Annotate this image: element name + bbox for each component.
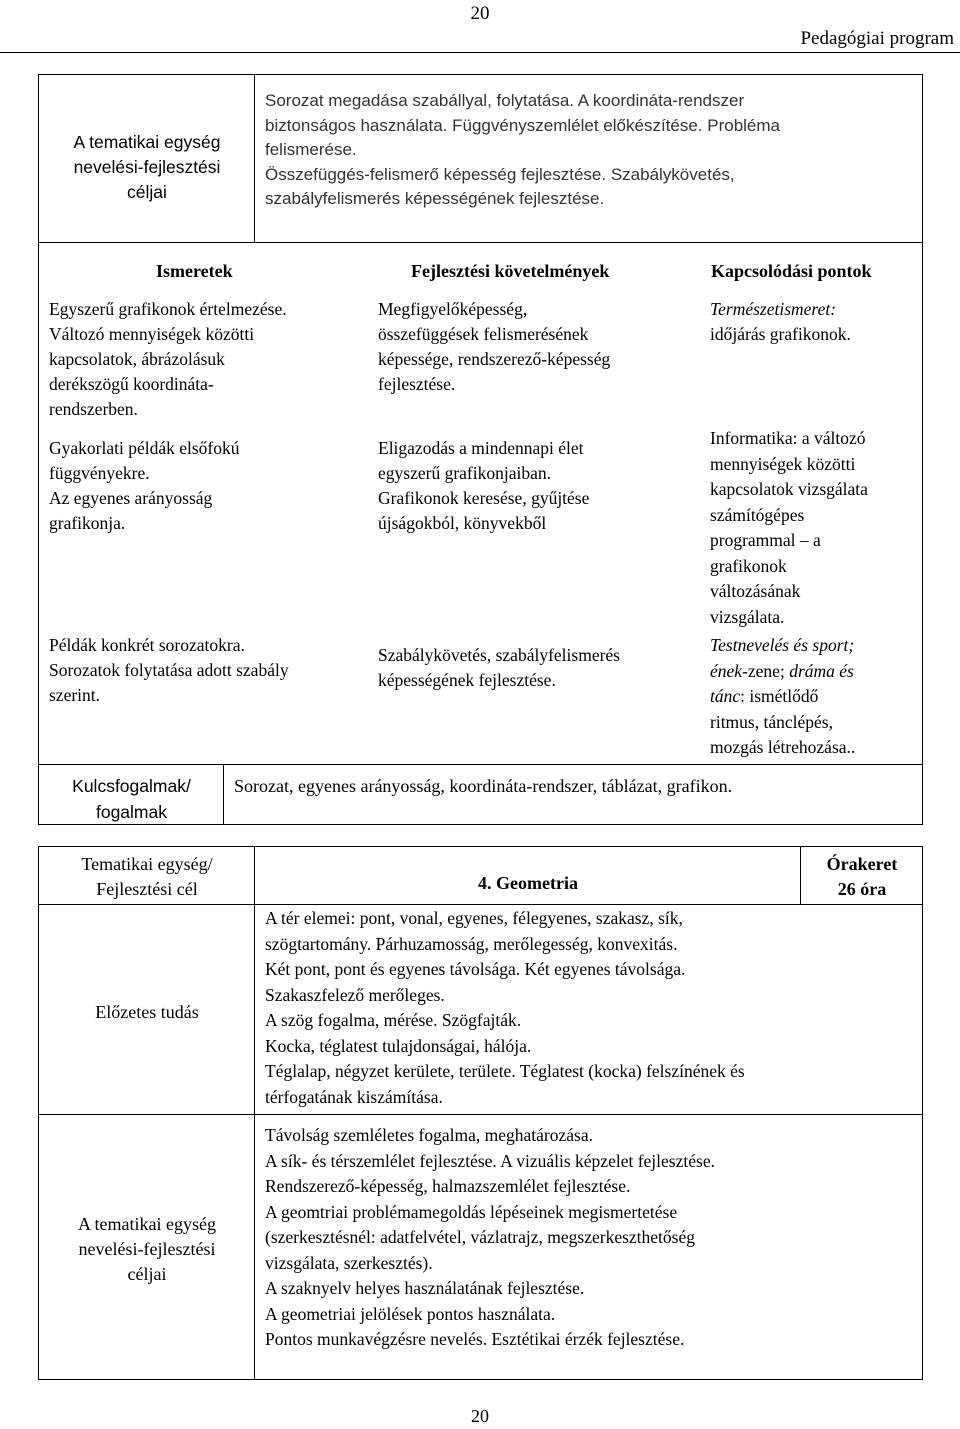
fejlesztesi-block-1: Megfigyelőképesség, összefüggések felismerésének képessége, rendszerező-képesség fejlesztése. (378, 299, 611, 394)
row-divider (38, 764, 923, 765)
elozetes-label: Előzetes tudás (95, 1002, 199, 1022)
kapcsolodasi-block-1: Természetismeret: időjárás grafikonok. (710, 299, 851, 344)
col-header-kapcsolodasi: Kapcsolódási pontok (711, 261, 872, 281)
goals-label: A tematikai egység nevelési-fejlesztési céljai (73, 132, 221, 202)
ismeretek-block-3: Példák konkrét sorozatokra. Sorozatok folytatása adott szabály szerint. (49, 635, 289, 705)
col-divider (223, 764, 224, 825)
goals-text: Sorozat megadása szabállyal, folytatása. A koordináta-rendszer biztonságos használata. Függvényszemlélet előkészítése. Probléma felismerése. Összefüggés-felismerő képesség fejlesztése. Szabálykövetés, szabályfelismerés képességének fejlesztése. (265, 91, 781, 208)
header-rule (0, 52, 960, 53)
row-divider (38, 242, 923, 243)
kapcsolodasi-block-3: Testnevelés és sport; ének-zene; dráma és tánc: ismétlődő ritmus, tánclépés, mozgás létrehozása.. (710, 635, 856, 757)
program-title: Pedagógiai program (800, 28, 954, 49)
col-divider (254, 846, 255, 1380)
tematikai-label: Tematikai egység/ Fejlesztési cél (81, 854, 213, 899)
kulcsfogalmak-label: Kulcsfogalmak/ fogalmak (72, 776, 191, 822)
col-divider (800, 846, 801, 904)
col-divider (254, 74, 255, 242)
ismeretek-block-1: Egyszerű grafikonok értelmezése. Változó mennyiségek közötti kapcsolatok, ábrázolásuk derékszögű koordináta- rendszerben. (49, 299, 287, 419)
celjai-text: Távolság szemléletes fogalma, meghatározása. A sík- és térszemlélet fejlesztése. A vizuális képzelet fejlesztése. Rendszerező-képesség, halmazszemlélet fejlesztése. A geomtriai problémamegoldás lépéseinek megismertetése (szerkesztésnél: adatfelvétel, vázlatrajz, megszerkeszthetőség vizsgálata, szerkesztés). A szaknyelv helyes használatának fejlesztése. A geometriai jelölések pontos használata. Pontos munkavégzésre nevelés. Esztétikai érzék fejlesztése. (265, 1125, 715, 1349)
col-header-ismeretek: Ismeretek (156, 261, 233, 281)
row-divider (38, 1114, 923, 1115)
fejlesztesi-block-3: Szabálykövetés, szabályfelismerés képességének fejlesztése. (378, 645, 620, 690)
elozetes-text: A tér elemei: pont, vonal, egyenes, félegyenes, szakasz, sík, szögtartomány. Párhuzamosság, merőlegesség, konvexitás. Két pont, pont és egyenes távolsága. Két egyenes távolsága. Szakaszfelező merőleges. A szög fogalma, mérése. Szögfajták. Kocka, téglatest tulajdonságai, hálója. Téglalap, négyzet kerülete, területe. Téglatest (kocka) felszínének és térfogatának kiszámítása. (265, 908, 745, 1107)
fejlesztesi-block-2: Eligazodás a mindennapi élet egyszerű grafikonjaiban. Grafikonok keresése, gyűjtése újságokból, könyvekből (378, 438, 590, 533)
orakeret: Órakeret 26 óra (826, 854, 898, 899)
page-number-bottom: 20 (471, 1406, 489, 1426)
kulcsfogalmak-text: Sorozat, egyenes arányosság, koordináta-rendszer, táblázat, grafikon. (234, 776, 733, 796)
kapcsolodasi-block-2: Informatika: a változó mennyiségek közötti kapcsolatok vizsgálata számítógépes programmal – a grafikonok változásának vizsgálata. (710, 428, 868, 627)
geometry-title: 4. Geometria (478, 873, 578, 893)
ismeretek-block-2: Gyakorlati példák elsőfokú függvényekre. Az egyenes arányosság grafikonja. (49, 438, 240, 533)
row-divider (38, 904, 923, 905)
col-header-fejlesztesi: Fejlesztési követelmények (411, 261, 610, 281)
page-number-top: 20 (470, 3, 490, 24)
celjai-label: A tematikai egység nevelési-fejlesztési céljai (78, 1214, 216, 1284)
